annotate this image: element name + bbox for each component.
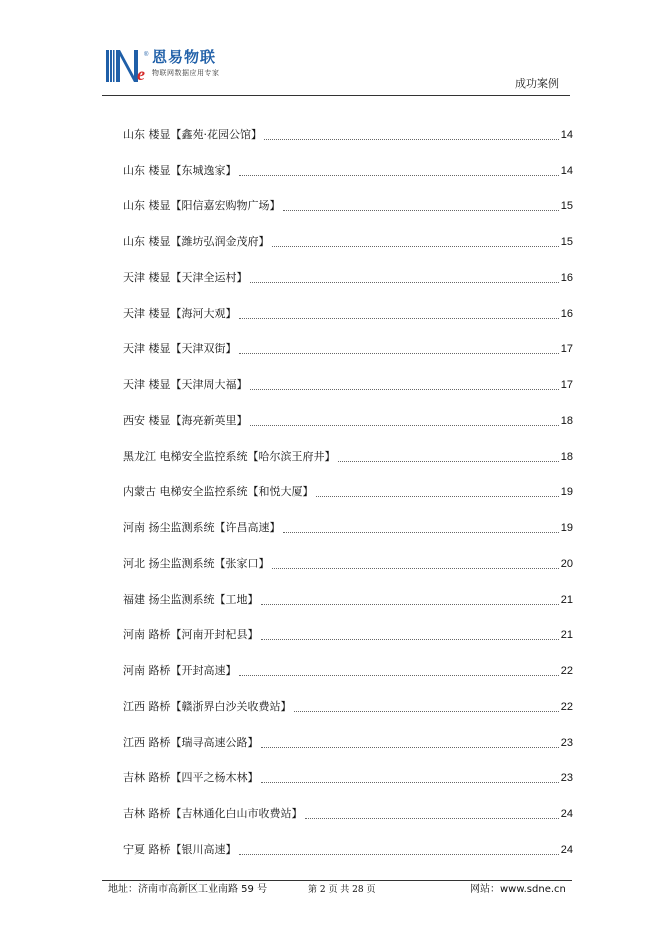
toc-entry-page: 14: [560, 164, 573, 177]
toc-leader-dots: [239, 353, 559, 354]
toc-entry[interactable]: [123, 571, 573, 607]
company-logo-icon: [104, 46, 152, 86]
toc-entry-title: 山东 楼显【东城逸家】: [123, 163, 237, 177]
toc-leader-dots: [250, 282, 559, 283]
toc-entry[interactable]: [123, 750, 573, 786]
toc-leader-dots: [264, 139, 559, 140]
toc-entry-page: 15: [560, 200, 573, 213]
toc-entry-page: 18: [560, 450, 573, 463]
toc-leader-dots: [294, 711, 559, 712]
toc-entry-title: 吉林 路桥【吉林通化白山市收费站】: [123, 807, 303, 820]
toc-entry[interactable]: [123, 821, 573, 857]
toc-entry-title: 宁夏 路桥【银川高速】: [123, 842, 237, 856]
toc-entry-page: 21: [560, 629, 573, 642]
section-title: 成功案例: [515, 77, 559, 90]
toc-entry-title: 天津 楼显【海河大观】: [123, 306, 237, 320]
svg-text:®: ®: [144, 52, 149, 58]
toc-entry[interactable]: [123, 356, 573, 392]
toc-entry-title: 天津 楼显【天津双街】: [123, 342, 237, 356]
toc-leader-dots: [338, 461, 559, 462]
toc-entry-title: 福建 扬尘监测系统【工地】: [123, 592, 259, 606]
toc-leader-dots: [261, 639, 559, 640]
toc-leader-dots: [239, 854, 559, 855]
toc-entry-page: 24: [560, 808, 573, 820]
toc-leader-dots: [283, 210, 559, 211]
toc-entry[interactable]: [123, 785, 573, 821]
toc-entry-page: 17: [560, 379, 573, 391]
toc-leader-dots: [305, 818, 559, 819]
toc-entry-page: 22: [560, 700, 573, 713]
toc-entry[interactable]: [123, 178, 573, 214]
toc-entry-title: 河南 路桥【河南开封杞县】: [123, 628, 259, 642]
toc-leader-dots: [239, 318, 559, 319]
toc-leader-dots: [283, 532, 559, 533]
toc-entry-title: 天津 楼显【天津全运村】: [123, 270, 248, 284]
toc-entry[interactable]: [123, 464, 573, 500]
toc-entry[interactable]: [123, 213, 573, 249]
toc-entry[interactable]: [123, 714, 573, 750]
toc-entry[interactable]: [123, 392, 573, 428]
toc-leader-dots: [250, 389, 559, 390]
toc-entry-page: 24: [560, 843, 573, 856]
toc-entry-title: 河北 扬尘监测系统【张家口】: [123, 556, 270, 570]
toc-leader-dots: [261, 604, 559, 605]
table-of-contents: [123, 106, 573, 857]
toc-entry-title: 山东 楼显【鑫苑·花园公馆】: [123, 127, 262, 141]
toc-entry-page: 15: [560, 236, 573, 248]
toc-entry[interactable]: [123, 321, 573, 357]
toc-entry-title: 西安 楼显【海亮新英里】: [123, 413, 248, 427]
toc-entry[interactable]: [123, 678, 573, 714]
toc-entry[interactable]: [123, 535, 573, 571]
toc-entry-title: 河南 路桥【开封高速】: [123, 664, 237, 677]
toc-entry-page: 20: [560, 557, 573, 570]
toc-leader-dots: [239, 175, 559, 176]
footer-divider: [102, 880, 572, 881]
toc-entry[interactable]: [123, 142, 573, 178]
toc-leader-dots: [239, 675, 559, 676]
toc-entry[interactable]: [123, 642, 573, 678]
toc-leader-dots: [250, 425, 559, 426]
footer-address: 地址：济南市高新区工业南路 59 号: [108, 884, 268, 895]
toc-entry[interactable]: [123, 499, 573, 535]
toc-entry-title: 吉林 路桥【四平之杨木林】: [123, 771, 259, 785]
toc-leader-dots: [272, 568, 559, 569]
toc-entry[interactable]: [123, 607, 573, 643]
toc-entry-title: 河南 扬尘监测系统【许昌高速】: [123, 521, 281, 534]
toc-entry-page: 19: [560, 486, 573, 499]
toc-entry-title: 山东 楼显【阳信嘉宏购物广场】: [123, 199, 281, 213]
toc-entry[interactable]: [123, 249, 573, 285]
logo-tagline: 物联网数据应用专家: [152, 69, 220, 77]
toc-entry-page: 19: [560, 522, 573, 534]
toc-leader-dots: [261, 782, 559, 783]
toc-entry-page: 18: [560, 414, 573, 427]
toc-entry-page: 22: [560, 665, 573, 677]
header-divider: [102, 95, 570, 96]
footer-website: 网站：www.sdne.cn: [470, 884, 566, 895]
toc-leader-dots: [316, 496, 559, 497]
toc-entry[interactable]: [123, 285, 573, 321]
toc-entry[interactable]: [123, 106, 573, 142]
toc-entry-page: 17: [560, 343, 573, 356]
toc-leader-dots: [272, 246, 559, 247]
toc-entry[interactable]: [123, 428, 573, 464]
toc-entry-title: 天津 楼显【天津周大福】: [123, 378, 248, 391]
logo-letter-e: e: [137, 64, 145, 84]
toc-entry-page: 16: [560, 307, 573, 320]
toc-entry-title: 江西 路桥【赣浙界白沙关收费站】: [123, 699, 292, 713]
toc-leader-dots: [261, 747, 559, 748]
toc-entry-page: 23: [560, 772, 573, 785]
logo-company-name: 恩易物联: [152, 48, 217, 66]
toc-entry-page: 21: [560, 593, 573, 606]
toc-entry-title: 江西 路桥【瑞寻高速公路】: [123, 735, 259, 749]
toc-entry-title: 黑龙江 电梯安全监控系统【哈尔滨王府井】: [123, 449, 336, 463]
toc-entry-title: 山东 楼显【潍坊弘润金茂府】: [123, 235, 270, 248]
page-header: [0, 0, 672, 100]
toc-entry-page: 14: [560, 128, 573, 141]
toc-entry-title: 内蒙古 电梯安全监控系统【和悦大厦】: [123, 485, 314, 499]
toc-entry-page: 16: [560, 271, 573, 284]
toc-entry-page: 23: [560, 736, 573, 749]
footer-page-info: 第 2 页 共 28 页: [308, 885, 376, 895]
